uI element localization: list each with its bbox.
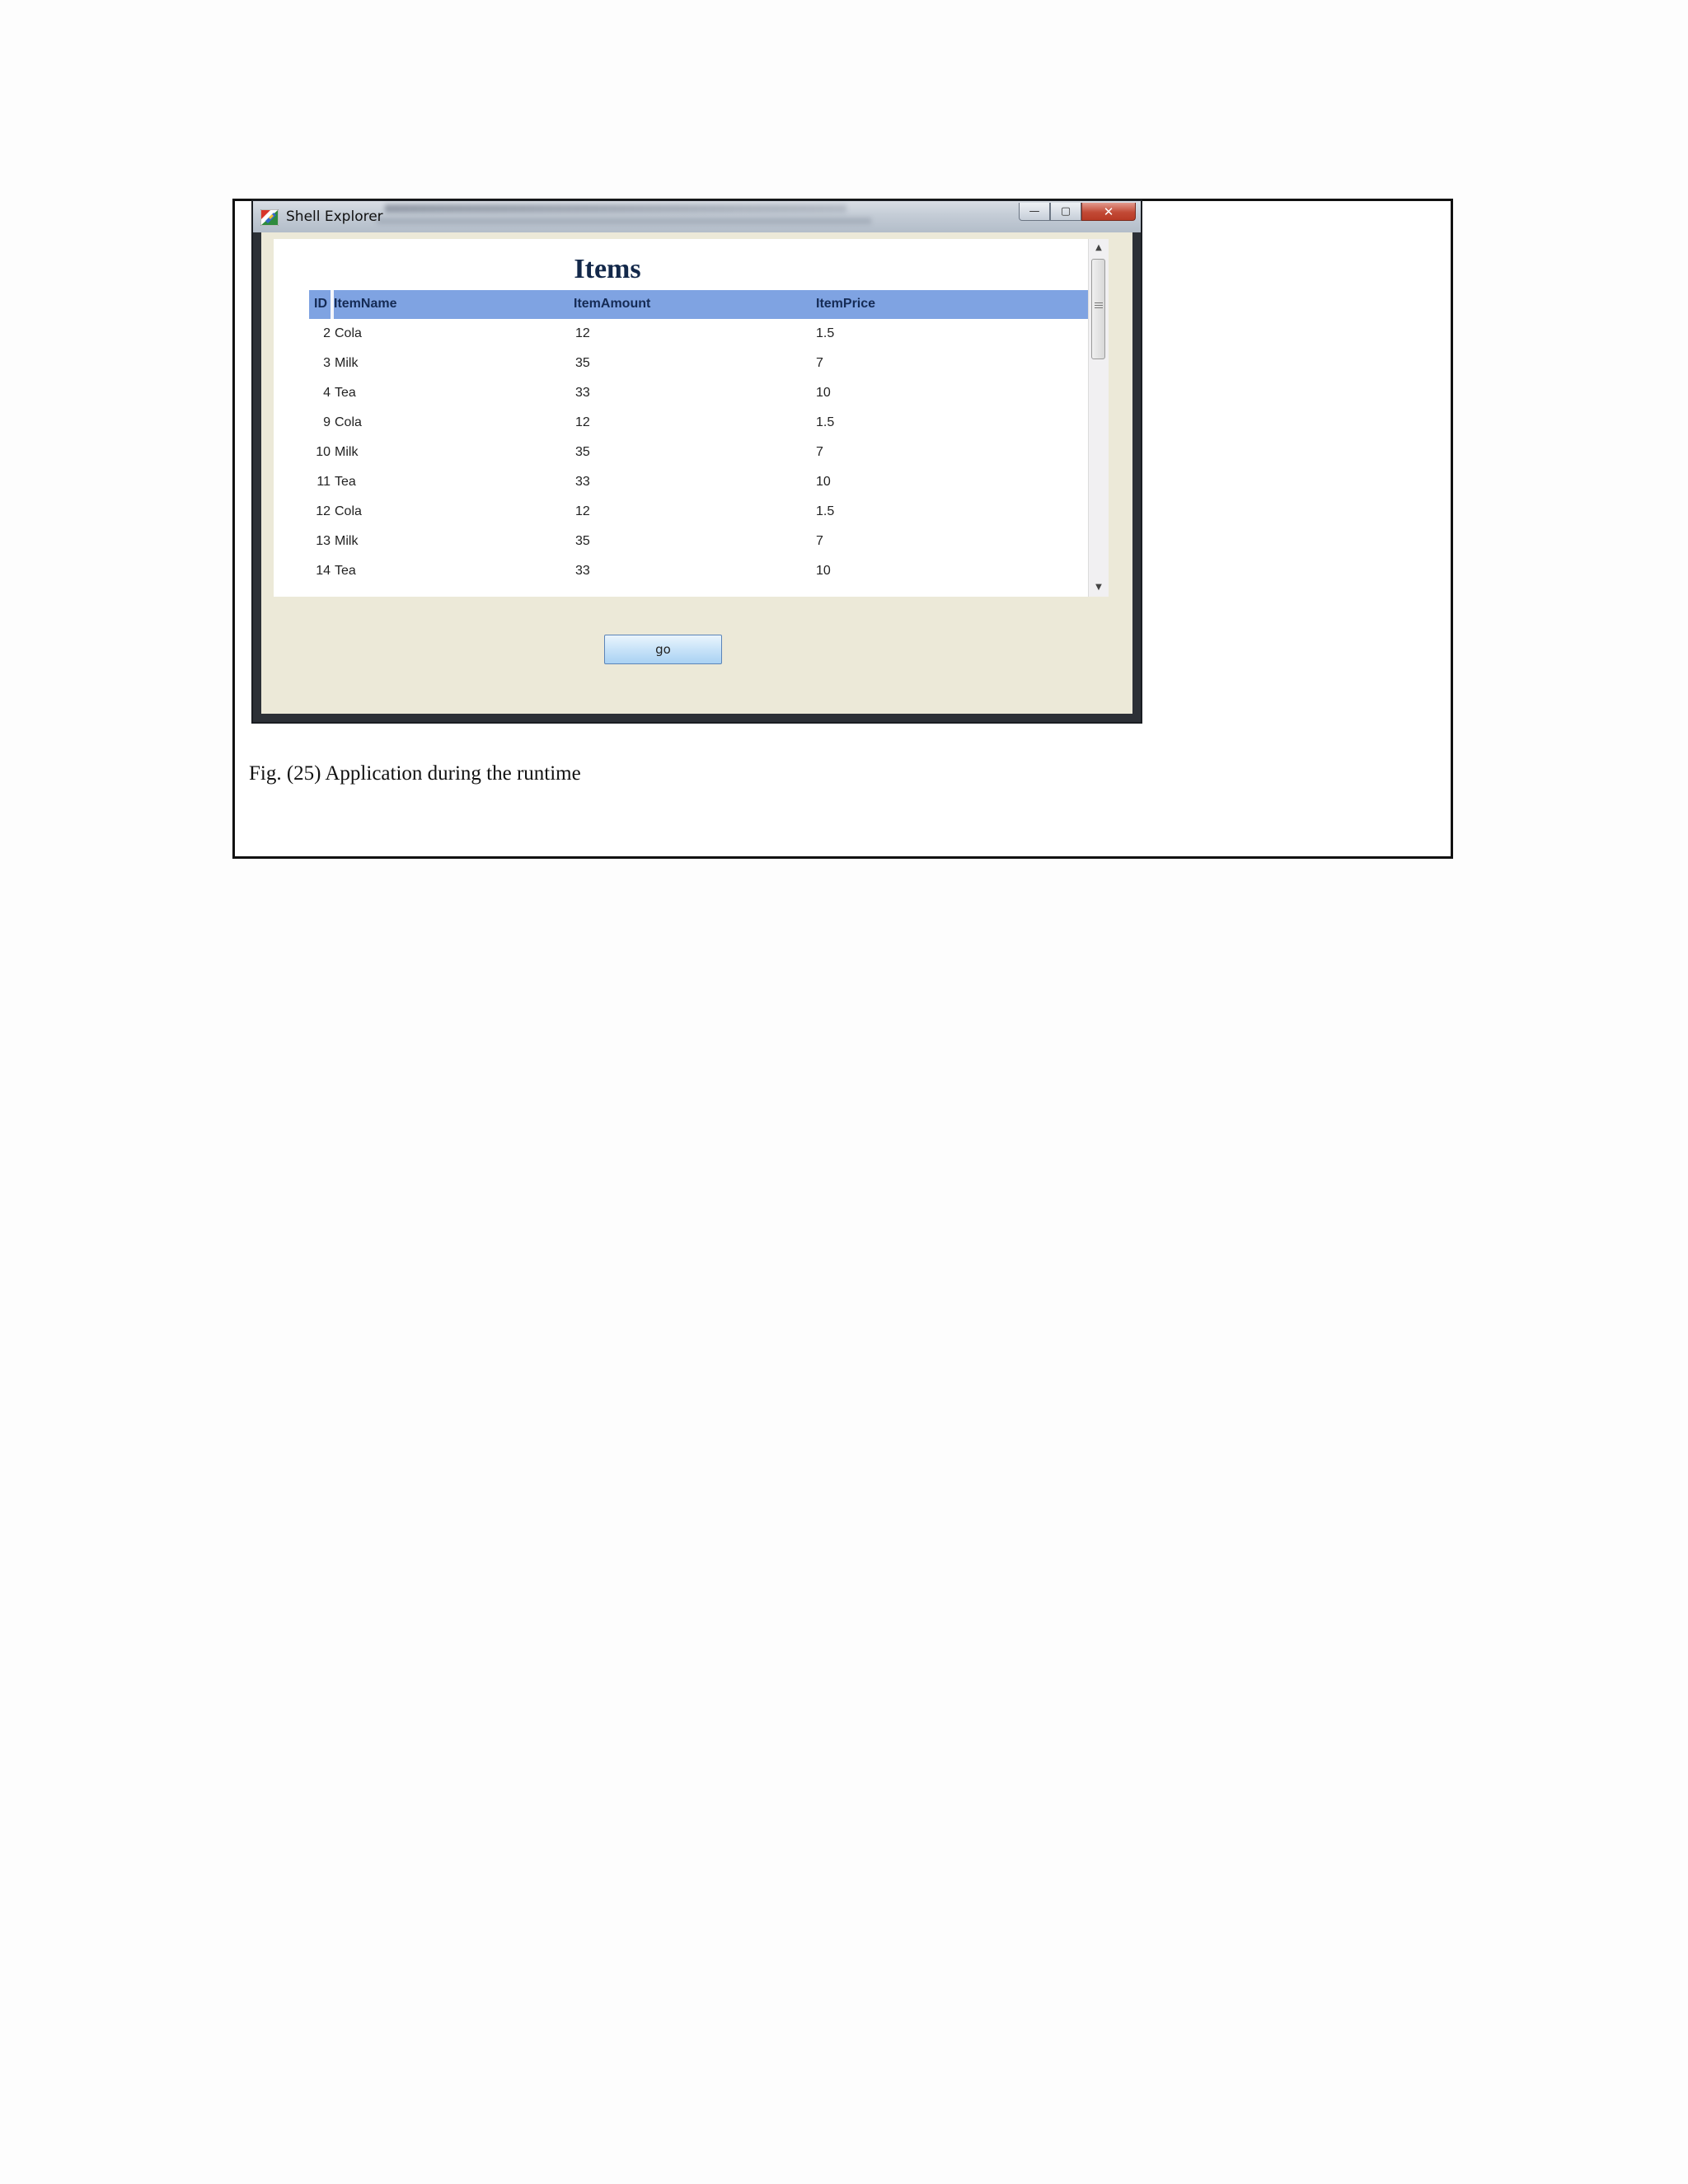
table-header: [309, 290, 1099, 319]
cell-itemprice: 10: [816, 475, 831, 489]
maximize-button[interactable]: ▢: [1050, 203, 1081, 221]
items-panel: [274, 239, 1109, 597]
cell-id: 11: [316, 475, 331, 489]
cell-itemamount: 12: [575, 415, 590, 429]
cell-id: 3: [323, 356, 331, 370]
table-row[interactable]: [309, 557, 1099, 587]
cell-itemprice: 1.5: [816, 326, 835, 340]
cell-itemprice: 10: [816, 386, 831, 400]
cell-itemname: Cola: [335, 326, 362, 340]
cell-id: 10: [316, 445, 331, 459]
cell-id: 2: [323, 326, 331, 340]
cell-id: 4: [323, 386, 331, 400]
window-title: Shell Explorer: [286, 209, 383, 225]
cell-itemname: Milk: [335, 534, 359, 548]
cell-itemprice: 1.5: [816, 415, 835, 429]
cell-itemname: Cola: [335, 504, 362, 518]
column-header-itemamount[interactable]: ItemAmount: [574, 297, 651, 311]
table-row[interactable]: [309, 438, 1099, 468]
close-button[interactable]: ✕: [1081, 203, 1136, 221]
cell-itemamount: 35: [575, 534, 590, 548]
scroll-thumb[interactable]: [1091, 259, 1105, 359]
cell-itemname: Tea: [335, 386, 356, 400]
cell-itemprice: 7: [816, 356, 823, 370]
items-heading: Items: [574, 254, 641, 284]
column-header-id[interactable]: ID: [314, 297, 327, 311]
table-row[interactable]: [309, 498, 1099, 527]
cell-itemname: Cola: [335, 415, 362, 429]
table-row[interactable]: [309, 468, 1099, 498]
minimize-button[interactable]: —: [1019, 203, 1050, 221]
vertical-scrollbar[interactable]: [1088, 239, 1109, 597]
cell-itemamount: 33: [575, 386, 590, 400]
table-row[interactable]: [309, 409, 1099, 438]
cell-itemamount: 33: [575, 564, 590, 578]
cell-id: 12: [316, 504, 331, 518]
cell-itemprice: 10: [816, 564, 831, 578]
column-header-itemname[interactable]: ItemName: [334, 297, 397, 311]
cell-itemamount: 35: [575, 445, 590, 459]
cell-itemprice: 7: [816, 534, 823, 548]
cell-itemprice: 7: [816, 445, 823, 459]
scroll-down-arrow-icon[interactable]: ▼: [1095, 583, 1102, 592]
cell-itemname: Tea: [335, 564, 356, 578]
cell-itemprice: 1.5: [816, 504, 835, 518]
client-area: [261, 232, 1132, 714]
cell-itemamount: 12: [575, 504, 590, 518]
table-row[interactable]: [309, 320, 1099, 349]
figure-caption: Fig. (25) Application during the runtime: [249, 762, 581, 785]
table-row[interactable]: [309, 349, 1099, 379]
cell-id: 13: [316, 534, 331, 548]
cell-itemamount: 33: [575, 475, 590, 489]
cell-itemamount: 12: [575, 326, 590, 340]
go-button[interactable]: go: [604, 635, 722, 664]
table-row[interactable]: [309, 527, 1099, 557]
app-icon: [260, 209, 279, 226]
column-header-itemprice[interactable]: ItemPrice: [816, 297, 876, 311]
cell-itemname: Milk: [335, 356, 359, 370]
title-bar[interactable]: [253, 201, 1141, 232]
grip-icon: [1095, 302, 1103, 303]
cell-itemname: Tea: [335, 475, 356, 489]
cell-id: 9: [323, 415, 331, 429]
cell-itemname: Milk: [335, 445, 359, 459]
cell-itemamount: 35: [575, 356, 590, 370]
table-row[interactable]: [309, 379, 1099, 409]
app-window: [251, 199, 1142, 724]
cell-id: 14: [316, 564, 331, 578]
scroll-up-arrow-icon[interactable]: ▲: [1095, 243, 1102, 252]
window-controls: [1019, 203, 1136, 221]
